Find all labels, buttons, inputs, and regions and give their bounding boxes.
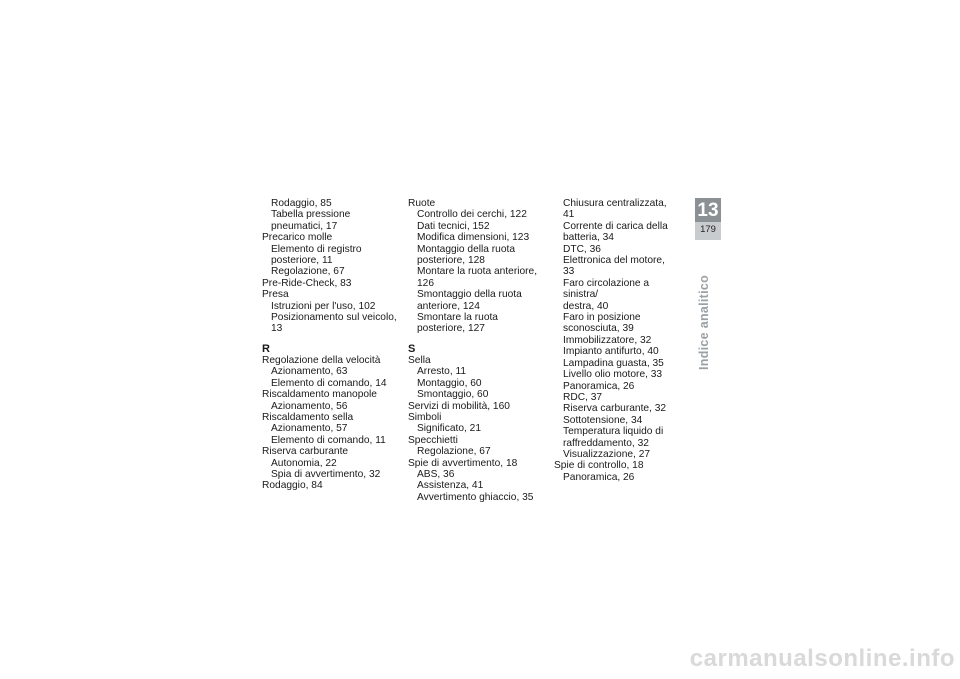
index-subentry: Regolazione, 67 [271,266,345,278]
index-entry: Spie di avvertimento, 18 [408,457,518,469]
index-column-3 [554,198,674,483]
index-subentry: Lampadina guasta, 35 [563,357,664,369]
index-subentry: Elettronica del motore, 33 [563,255,665,278]
index-subentry: Chiusura centralizzata, 41 [563,198,667,221]
index-entry: Riscaldamento sella [262,411,354,423]
chapter-tab [695,198,721,240]
index-subentry: Avvertimento ghiaccio, 35 [417,491,534,503]
index-entry: Ruote [408,198,436,209]
index-subentry: Modifica dimensioni, 123 [417,232,530,244]
chapter-number: 13 [697,200,719,221]
index-subentry: Montaggio della ruota [417,243,515,255]
index-subentry: Riserva carburante, 32 [563,403,667,415]
index-entry: Spie di controllo, 18 [554,460,644,472]
index-subentry: pneumatici, 17 [271,220,338,232]
index-subentry: posteriore, 128 [417,255,485,267]
index-subentry: Rodaggio, 85 [271,198,332,209]
index-subentry: Panoramica, 26 [563,380,635,392]
index-subentry: posteriore, 11 [271,255,333,267]
index-subentry: Faro in posizione [563,312,641,324]
index-subentry: Autonomia, 22 [271,457,337,469]
index-entry: Simboli [408,411,442,423]
index-subentry: sconosciuta, 39 [563,323,634,335]
index-subentry: Smontare la ruota [417,312,498,324]
index-subentry: Dati tecnici, 152 [417,220,490,232]
index-subentry: Elemento di comando, 11 [271,434,386,446]
index-subentry: Montaggio, 60 [417,377,482,389]
index-entry: Presa [262,289,289,301]
index-subentry: Regolazione, 67 [417,446,491,458]
index-subentry: raffreddamento, 32 [563,437,649,449]
index-subentry: Immobilizzatore, 32 [563,334,652,346]
watermark-text: carmanualsonline.info [689,645,955,672]
index-letter-heading: S [408,342,416,355]
index-entry: Rodaggio, 84 [262,480,323,492]
index-subentry: Elemento di registro [271,243,362,255]
index-entry: Riscaldamento manopole [262,389,377,401]
index-entry: Regolazione della velocità [262,354,381,366]
index-entry: Pre-Ride-Check, 83 [262,277,352,289]
index-subentry: Azionamento, 56 [271,400,348,412]
index-subentry: batteria, 34 [563,232,614,244]
page-number: 179 [700,224,716,235]
index-subentry: Smontaggio della ruota [417,289,522,301]
index-subentry: Panoramica, 26 [563,471,635,483]
index-subentry: Spia di avvertimento, 32 [271,468,381,480]
index-subentry: Impianto antifurto, 40 [563,346,659,358]
index-subentry: Azionamento, 57 [271,423,348,435]
index-subentry: anteriore, 124 [417,300,480,312]
index-subentry: DTC, 36 [563,243,601,255]
index-subentry: Smontaggio, 60 [417,389,489,401]
index-subentry: Sottotensione, 34 [563,414,643,426]
index-subentry: Faro circolazione a sinistra/ [563,277,650,301]
index-subentry: Elemento di comando, 14 [271,377,387,389]
index-subentry: Livello olio motore, 33 [563,369,663,381]
index-entry: Servizi di mobilità, 160 [408,400,510,412]
index-subentry: Tabella pressione [271,209,351,221]
index-subentry: ABS, 36 [417,468,455,480]
index-subentry: Controllo dei cerchi, 122 [417,209,527,221]
index-subentry: Arresto, 11 [417,366,467,378]
index-column-2 [408,198,548,503]
index-subentry: posteriore, 127 [417,323,485,335]
index-entry: Precarico molle [262,232,333,244]
index-entry: Specchietti [408,434,458,446]
index-subentry: Istruzioni per l'uso, 102 [271,300,376,312]
index-subentry: Assistenza, 41 [417,480,484,492]
index-letter-heading: R [262,342,270,355]
index-column-1 [262,198,402,492]
index-entry: Sella [408,354,431,366]
index-subentry: Azionamento, 63 [271,366,348,378]
index-subentry: Significato, 21 [417,423,481,435]
index-subentry: Posizionamento sul veicolo, 13 [271,312,397,335]
index-subentry: Corrente di carica della [563,220,668,232]
index-subentry: Visualizzazione, 27 [563,448,651,460]
section-side-title: Indice analitico [697,274,711,370]
index-subentry: destra, 40 [563,300,609,312]
index-subentry: Montare la ruota anteriore, 126 [417,266,538,289]
index-subentry: RDC, 37 [563,391,603,403]
index-entry: Riserva carburante [262,446,349,458]
index-subentry: Temperatura liquido di [563,426,664,438]
